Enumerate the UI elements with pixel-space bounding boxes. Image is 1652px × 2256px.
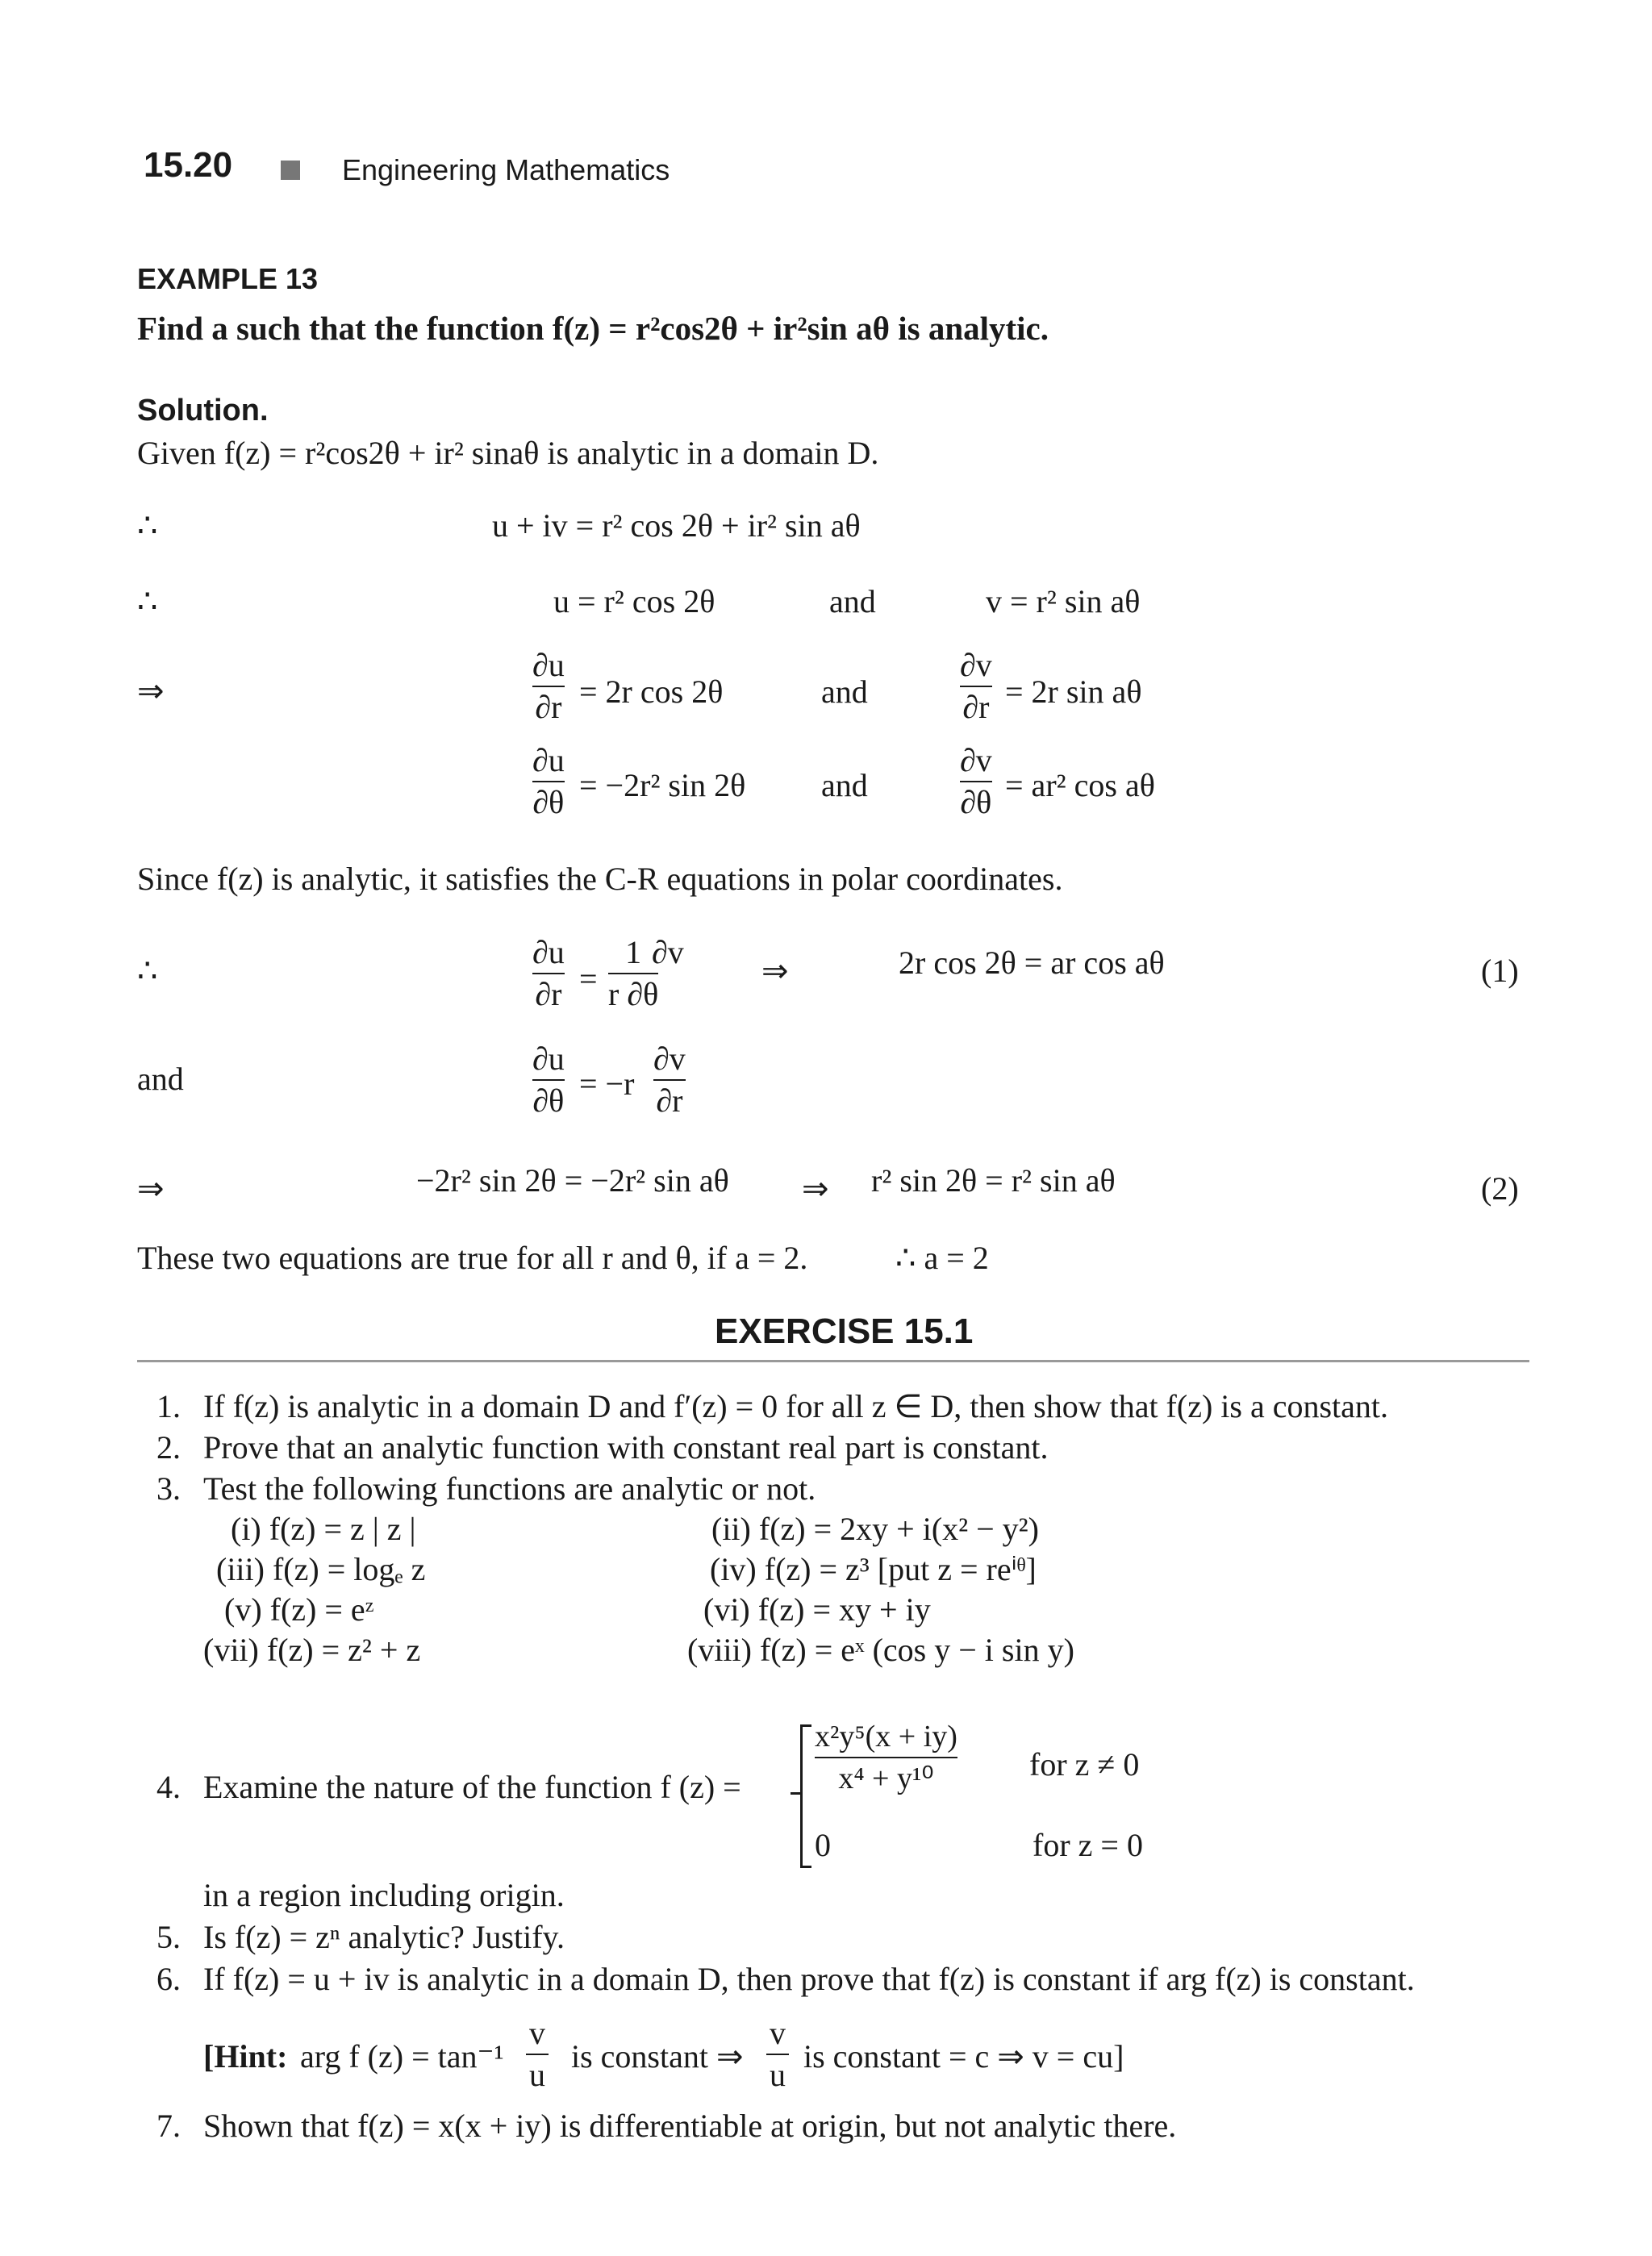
therefore-symbol: ∴: [137, 953, 158, 989]
exercise-item-text: If f(z) is analytic in a domain D and f′(z) = 0 for all z ∈ D, then show that f(z) is a constant.: [203, 1388, 1389, 1424]
cr1-result: 2r cos 2θ = ar cos aθ: [899, 945, 1165, 981]
denominator: ∂θ: [532, 784, 565, 820]
exercise-item-text: Examine the nature of the function f (z) =: [203, 1769, 741, 1805]
therefore-symbol: ∴: [137, 507, 158, 544]
denominator: x⁴ + y¹⁰: [838, 1762, 934, 1795]
numerator: ∂v: [652, 934, 684, 970]
subitem-vii: (vii) f(z) = z² + z: [203, 1632, 421, 1668]
and-word: and: [821, 673, 868, 710]
therefore-symbol: ∴: [137, 583, 158, 619]
exercise-item-number: 4.: [156, 1769, 181, 1805]
hint-part1: arg f (z) = tan⁻¹: [300, 2038, 504, 2075]
dv-dr-fraction: [653, 1040, 686, 1120]
exercise-item-continuation: in a region including origin.: [203, 1877, 565, 1913]
case2-value: 0: [815, 1827, 831, 1863]
implies-symbol: ⇒: [137, 1170, 165, 1207]
denominator: u: [770, 2057, 786, 2093]
du-dr-rhs: = 2r cos 2θ: [579, 673, 724, 710]
numerator: ∂u: [532, 647, 565, 683]
denominator: r ∂θ: [608, 976, 659, 1012]
exercise-title: EXERCISE 15.1: [715, 1311, 974, 1351]
exercise-item-number: 7.: [156, 2108, 181, 2144]
hint-part3: is constant = c ⇒ v = cu]: [803, 2038, 1124, 2075]
equation-tag-2: (2): [1481, 1170, 1519, 1207]
exercise-item-number: 2.: [156, 1429, 181, 1466]
cr-sentence: Since f(z) is analytic, it satisfies the C-R equations in polar coordinates.: [137, 861, 1063, 897]
dv-dr-fraction: [960, 647, 992, 726]
section-divider: [137, 1360, 1529, 1362]
du-dtheta-rhs: = −2r² sin 2θ: [579, 767, 746, 803]
du-dr-fraction: [532, 647, 565, 726]
denominator: ∂r: [656, 1082, 683, 1119]
hint-label: [Hint:: [203, 2038, 288, 2075]
dv-dtheta-rhs: = ar² cos aθ: [1005, 767, 1155, 803]
denominator: u: [529, 2057, 545, 2093]
exercise-item-number: 1.: [156, 1388, 181, 1424]
denominator: ∂r: [962, 689, 990, 725]
denominator: ∂θ: [532, 1082, 565, 1119]
implies-symbol: ⇒: [137, 673, 165, 709]
numerator: ∂v: [653, 1040, 686, 1077]
example-label: EXAMPLE 13: [137, 262, 319, 295]
subitem-vi: (vi) f(z) = xy + iy: [703, 1591, 931, 1628]
one-over-r-dv-dtheta-fraction: [608, 934, 658, 1013]
hint-part2: is constant ⇒: [571, 2038, 744, 2075]
and-word: and: [829, 583, 876, 619]
subitem-v: (v) f(z) = eᶻ: [224, 1591, 374, 1628]
subitem-iv: (iv) f(z) = z³ [put z = reⁱᶿ]: [710, 1551, 1037, 1587]
case1-condition: for z ≠ 0: [1029, 1746, 1140, 1783]
equals-minus-r: = −r: [579, 1065, 635, 1102]
denominator: ∂θ: [960, 784, 992, 820]
cr2-result-left: −2r² sin 2θ = −2r² sin aθ: [416, 1162, 729, 1199]
numerator: ∂u: [532, 742, 565, 778]
case2-condition: for z = 0: [1032, 1827, 1143, 1863]
and-word: and: [137, 1061, 184, 1097]
du-dtheta-fraction: [532, 742, 565, 821]
piecewise-fraction: [815, 1718, 957, 1797]
page-number: 15.20: [144, 145, 233, 185]
equals-sign: =: [579, 961, 598, 997]
numerator: ∂u: [532, 1040, 565, 1077]
numerator: ∂v: [960, 647, 992, 683]
numerator: ∂v: [960, 742, 992, 778]
given-line: Given f(z) = r²cos2θ + ir² sinaθ is analytic in a domain D.: [137, 435, 879, 471]
implies-symbol: ⇒: [802, 1170, 829, 1207]
implies-symbol: ⇒: [761, 953, 789, 989]
equation-tag-1: (1): [1481, 953, 1519, 989]
conclusion-sentence: These two equations are true for all r and θ, if a = 2.: [137, 1240, 808, 1276]
v-over-u-fraction: [766, 2015, 789, 2094]
equation-u: u = r² cos 2θ: [553, 583, 715, 619]
exercise-item-text: If f(z) = u + iv is analytic in a domain D, then prove that f(z) is constant if arg f(z) is constant.: [203, 1961, 1415, 1997]
exercise-item-text: Is f(z) = zⁿ analytic? Justify.: [203, 1919, 565, 1955]
denominator: ∂r: [535, 689, 562, 725]
numerator: v: [529, 2015, 545, 2051]
conclusion-result: ∴ a = 2: [895, 1240, 989, 1276]
v-over-u-fraction: [526, 2015, 549, 2094]
exercise-item-number: 6.: [156, 1961, 181, 1997]
dv-dr-rhs: = 2r sin aθ: [1005, 673, 1142, 710]
subitem-i: (i) f(z) = z | z |: [231, 1511, 416, 1547]
subitem-viii: (viii) f(z) = eˣ (cos y − i sin y): [687, 1632, 1074, 1668]
numerator: x²y⁵(x + iy): [815, 1720, 957, 1754]
numerator: ∂u: [532, 934, 565, 970]
exercise-item-text: Test the following functions are analytic or not.: [203, 1470, 816, 1507]
example-question: Find a such that the function f(z) = r²cos2θ + ir²sin aθ is analytic.: [137, 310, 1049, 347]
equation-u-plus-iv: u + iv = r² cos 2θ + ir² sin aθ: [492, 507, 861, 544]
left-brace: [800, 1724, 803, 1868]
and-word: and: [821, 767, 868, 803]
dv-fraction-part: [652, 934, 684, 971]
exercise-item-text: Shown that f(z) = x(x + iy) is differentiable at origin, but not analytic there.: [203, 2108, 1177, 2144]
cr2-result-right: r² sin 2θ = r² sin aθ: [871, 1162, 1116, 1199]
denominator: ∂r: [535, 976, 562, 1012]
exercise-item-number: 3.: [156, 1470, 181, 1507]
subitem-ii: (ii) f(z) = 2xy + i(x² − y²): [711, 1511, 1039, 1547]
du-dtheta-fraction: [532, 1040, 565, 1120]
numerator: 1: [625, 934, 642, 970]
du-dr-fraction: [532, 934, 565, 1013]
subitem-iii: (iii) f(z) = logₑ z: [216, 1551, 426, 1587]
exercise-item-number: 5.: [156, 1919, 181, 1955]
dv-dtheta-fraction: [960, 742, 992, 821]
solution-label: Solution.: [137, 394, 269, 427]
equation-v: v = r² sin aθ: [986, 583, 1141, 619]
numerator: v: [770, 2015, 786, 2051]
square-bullet-icon: [281, 161, 300, 180]
book-title: Engineering Mathematics: [342, 153, 670, 186]
exercise-item-text: Prove that an analytic function with constant real part is constant.: [203, 1429, 1049, 1466]
